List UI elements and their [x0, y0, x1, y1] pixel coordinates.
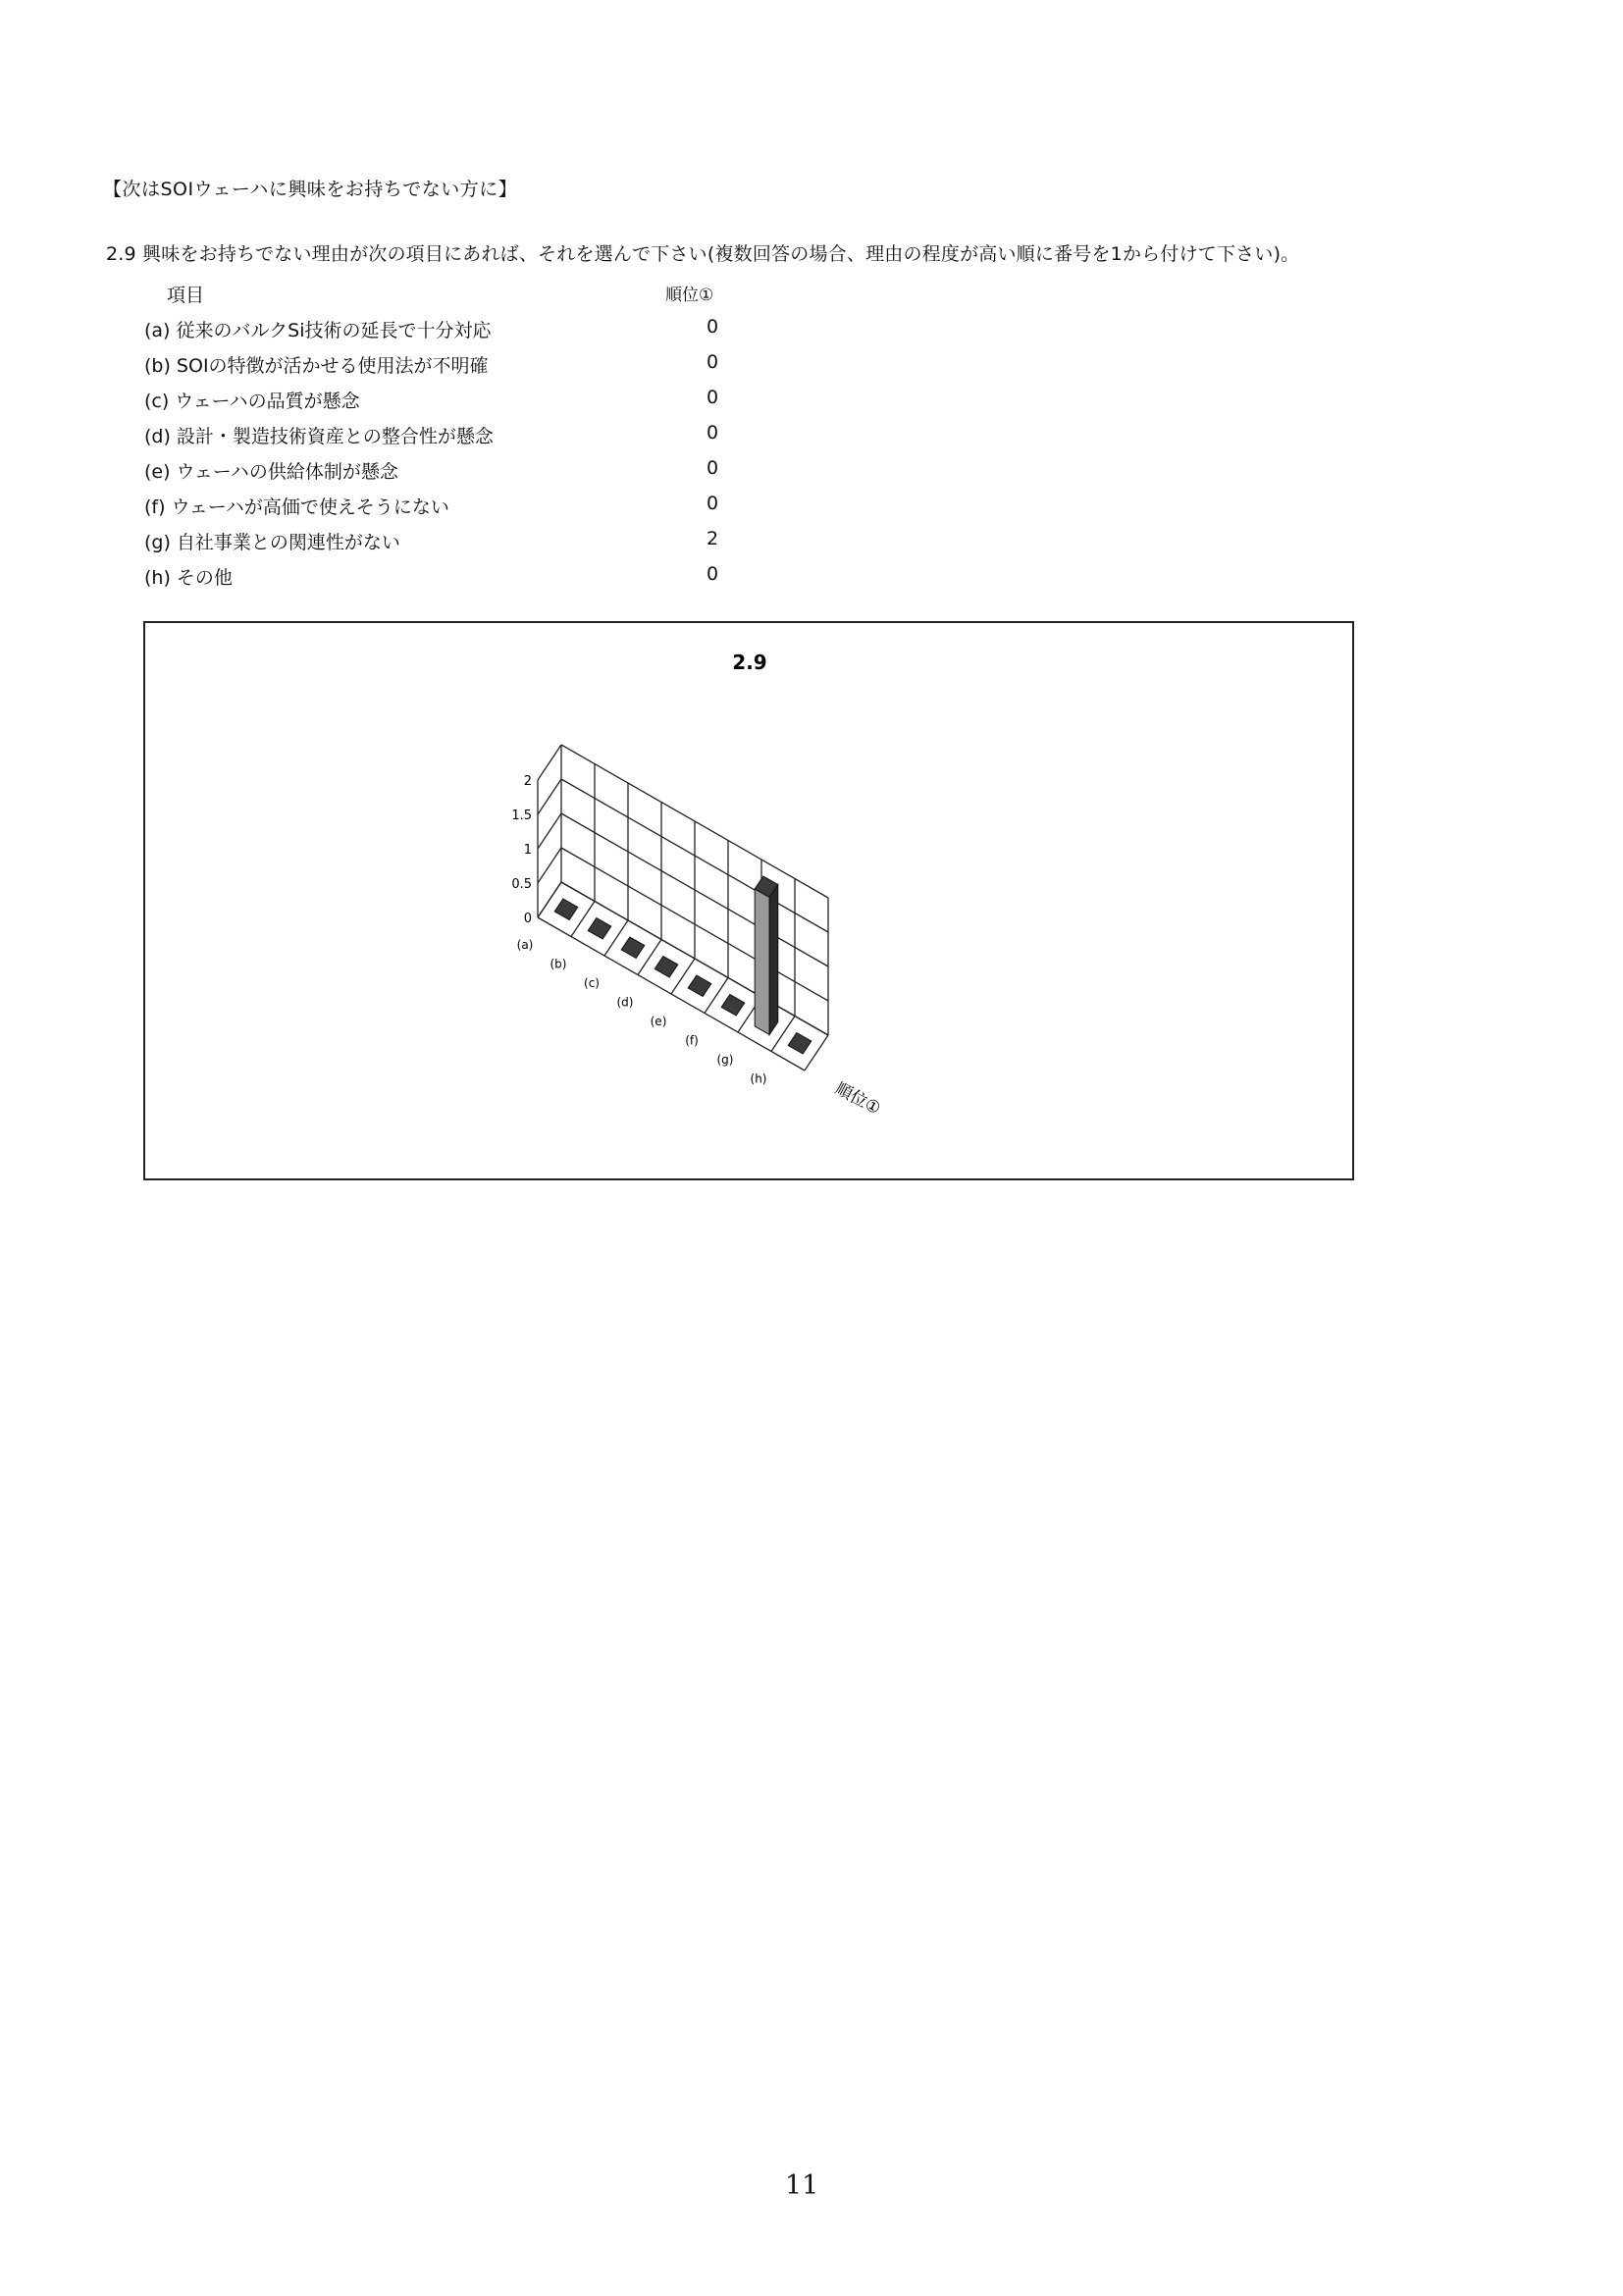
left-wall-level-line	[538, 813, 561, 849]
table-row-value: 0	[706, 563, 719, 585]
category-label: (g)	[716, 1052, 734, 1067]
table-row-label: (g) 自社事業との関連性がない	[144, 532, 400, 553]
table-row-label: (h) その他	[144, 567, 233, 589]
bar-chart-3d	[145, 623, 1352, 1178]
page-number: 11	[785, 2170, 819, 2201]
category-label: (c)	[584, 975, 600, 990]
chart-bar	[588, 917, 611, 939]
table-row-label: (d) 設計・製造技術資産との整合性が懸念	[144, 426, 494, 447]
table-row-label: (f) ウェーハが高価で使えそうにない	[144, 496, 449, 518]
chart-bar	[654, 956, 678, 977]
table-row-label: (c) ウェーハの品質が懸念	[144, 391, 360, 412]
table-row-value: 0	[706, 493, 719, 514]
chart-bar	[755, 876, 778, 1035]
category-label: (a)	[516, 937, 534, 952]
left-wall-level-line	[538, 848, 561, 883]
left-wall-level-line	[538, 779, 561, 814]
table-row-value: 2	[706, 528, 719, 549]
chart-y-ticks	[511, 774, 532, 926]
chart-title: 2.9	[732, 651, 767, 674]
table-row-label: (b) SOIの特徴が活かせる使用法が不明確	[144, 355, 489, 377]
chart-bar	[688, 975, 711, 997]
y-tick-label: 0	[523, 912, 532, 926]
table-row-value: 0	[706, 387, 719, 408]
chart-depth-axis-label: 順位①	[831, 1078, 884, 1120]
category-label: (f)	[685, 1033, 699, 1048]
chart-bar	[788, 1032, 812, 1054]
y-tick-label: 1.5	[511, 809, 532, 823]
category-label: (b)	[550, 957, 567, 971]
table-row-label: (e) ウェーハの供給体制が懸念	[144, 461, 398, 483]
category-label: (d)	[616, 995, 634, 1010]
y-tick-label: 1	[523, 843, 532, 858]
y-tick-label: 0.5	[511, 877, 532, 892]
table-row-value: 0	[706, 351, 719, 373]
chart-bar	[554, 899, 578, 920]
chart-frame	[143, 621, 1354, 1180]
chart-grid	[538, 745, 828, 1070]
rank-column-header: 順位①	[665, 286, 714, 305]
table-row-value: 0	[706, 457, 719, 479]
y-tick-label: 2	[523, 774, 532, 789]
left-wall-level-line	[538, 745, 561, 780]
chart-bar	[721, 994, 745, 1016]
category-label: (e)	[650, 1014, 667, 1028]
question-text: 2.9 興味をお持ちでない理由が次の項目にあれば、それを選んで下さい(複数回答の場合、理由の程度が高い順に番号を1から付けて下さい)。	[106, 243, 1300, 265]
chart-bar	[621, 937, 645, 959]
table-row-value: 0	[706, 422, 719, 444]
category-label: (h)	[750, 1071, 767, 1086]
item-column-header: 項目	[167, 285, 205, 306]
table-row-value: 0	[706, 316, 719, 338]
table-row-label: (a) 従来のバルクSi技術の延長で十分対応	[144, 320, 492, 341]
section-heading: 【次はSOIウェーハに興味をお持ちでない方に】	[103, 179, 518, 200]
